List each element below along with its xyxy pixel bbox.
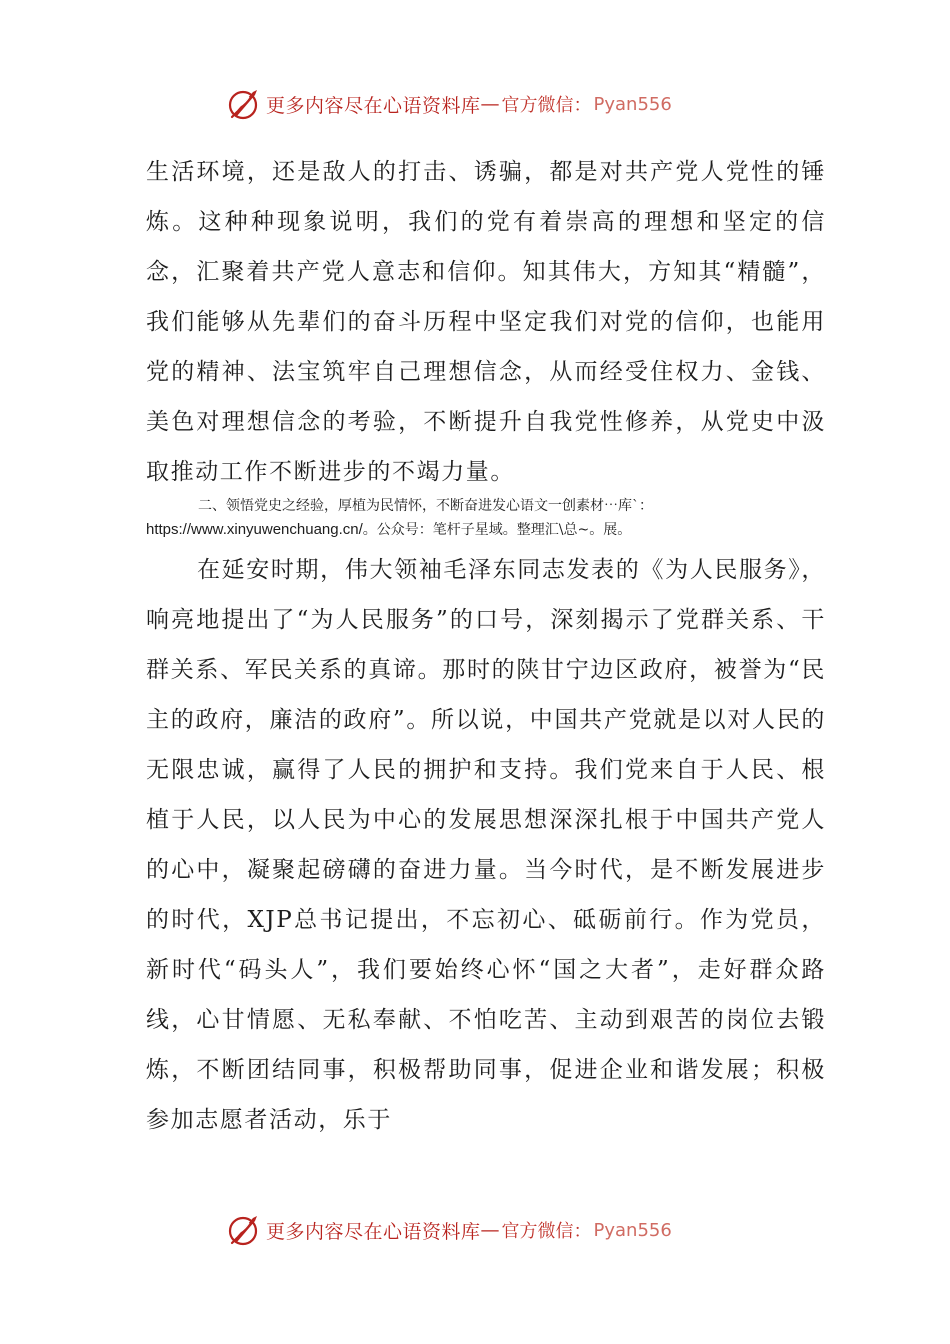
- header-separator: —: [480, 93, 500, 115]
- quill-pen-logo-icon: [226, 1212, 262, 1248]
- body-paragraph-2: 在延安时期，伟大领袖毛泽东同志发表的《为人民服务》，响亮地提出了“为人民服务”的口号，深刻揭示了党群关系、干群关系、军民关系的真谛。那时的陕甘宁边区政府，被誉为“民主的政府，廉洁的政府”。所以说，中国共产党就是以对人民的无限忠诚，赢得了人民的拥护和支持。我们党来自于人民、根植于人民，以人民为中心的发展思想深深扎根于中国共产党人的心中，凝聚起磅礴的奋进力量。当今时代，是不断发展进步的时代，XJP总书记提出，不忘初心、砥砺前行。作为党员，新时代“码头人”，我们要始终心怀“国之大者”，走好群众路线，心甘情愿、无私奉献、不怕吃苦、主动到艰苦的岗位去锻炼，不断团结同事，积极帮助同事，促进企业和谐发展；积极参加志愿者活动，乐于: [146, 557, 826, 1133]
- note-tail-text: 。公众号：笔杆子星域。整理汇\总~。展。: [362, 522, 632, 538]
- footer-brand-text: 更多内容尽在心语资料库: [266, 1220, 481, 1243]
- footer-separator: —: [480, 1219, 500, 1241]
- section-heading-text: 二、领悟党史之经验，厚植为民情怀，不断奋进发心语文一创素材⋯库`：: [198, 498, 653, 514]
- header-brand-text: 更多内容尽在心语资料库: [266, 94, 481, 117]
- footer-wechat-label: 官方微信：: [501, 1221, 592, 1242]
- quill-pen-logo-icon: [226, 86, 262, 122]
- header-banner: [226, 84, 672, 124]
- header-wechat-id: Pyan556: [593, 93, 672, 115]
- section-heading-note: [146, 494, 836, 542]
- footer-banner: [226, 1210, 672, 1250]
- footer-wechat-id: Pyan556: [593, 1219, 672, 1241]
- source-url-link[interactable]: https://www.xinyuwenchuang.cn/: [146, 521, 363, 538]
- body-paragraph-1: 生活环境，还是敌人的打击、诱骗，都是对共产党人党性的锤炼。这种种现象说明，我们的党有着崇高的理想和坚定的信念，汇聚着共产党人意志和信仰。知其伟大，方知其“精髓”，我们能够从先辈们的奋斗历程中坚定我们对党的信仰，也能用党的精神、法宝筑牢自己理想信念，从而经受住权力、金钱、美色对理想信念的考验，不断提升自我党性修养，从党史中汲取推动工作不断进步的不竭力量。: [146, 159, 826, 485]
- header-wechat-label: 官方微信：: [501, 95, 592, 116]
